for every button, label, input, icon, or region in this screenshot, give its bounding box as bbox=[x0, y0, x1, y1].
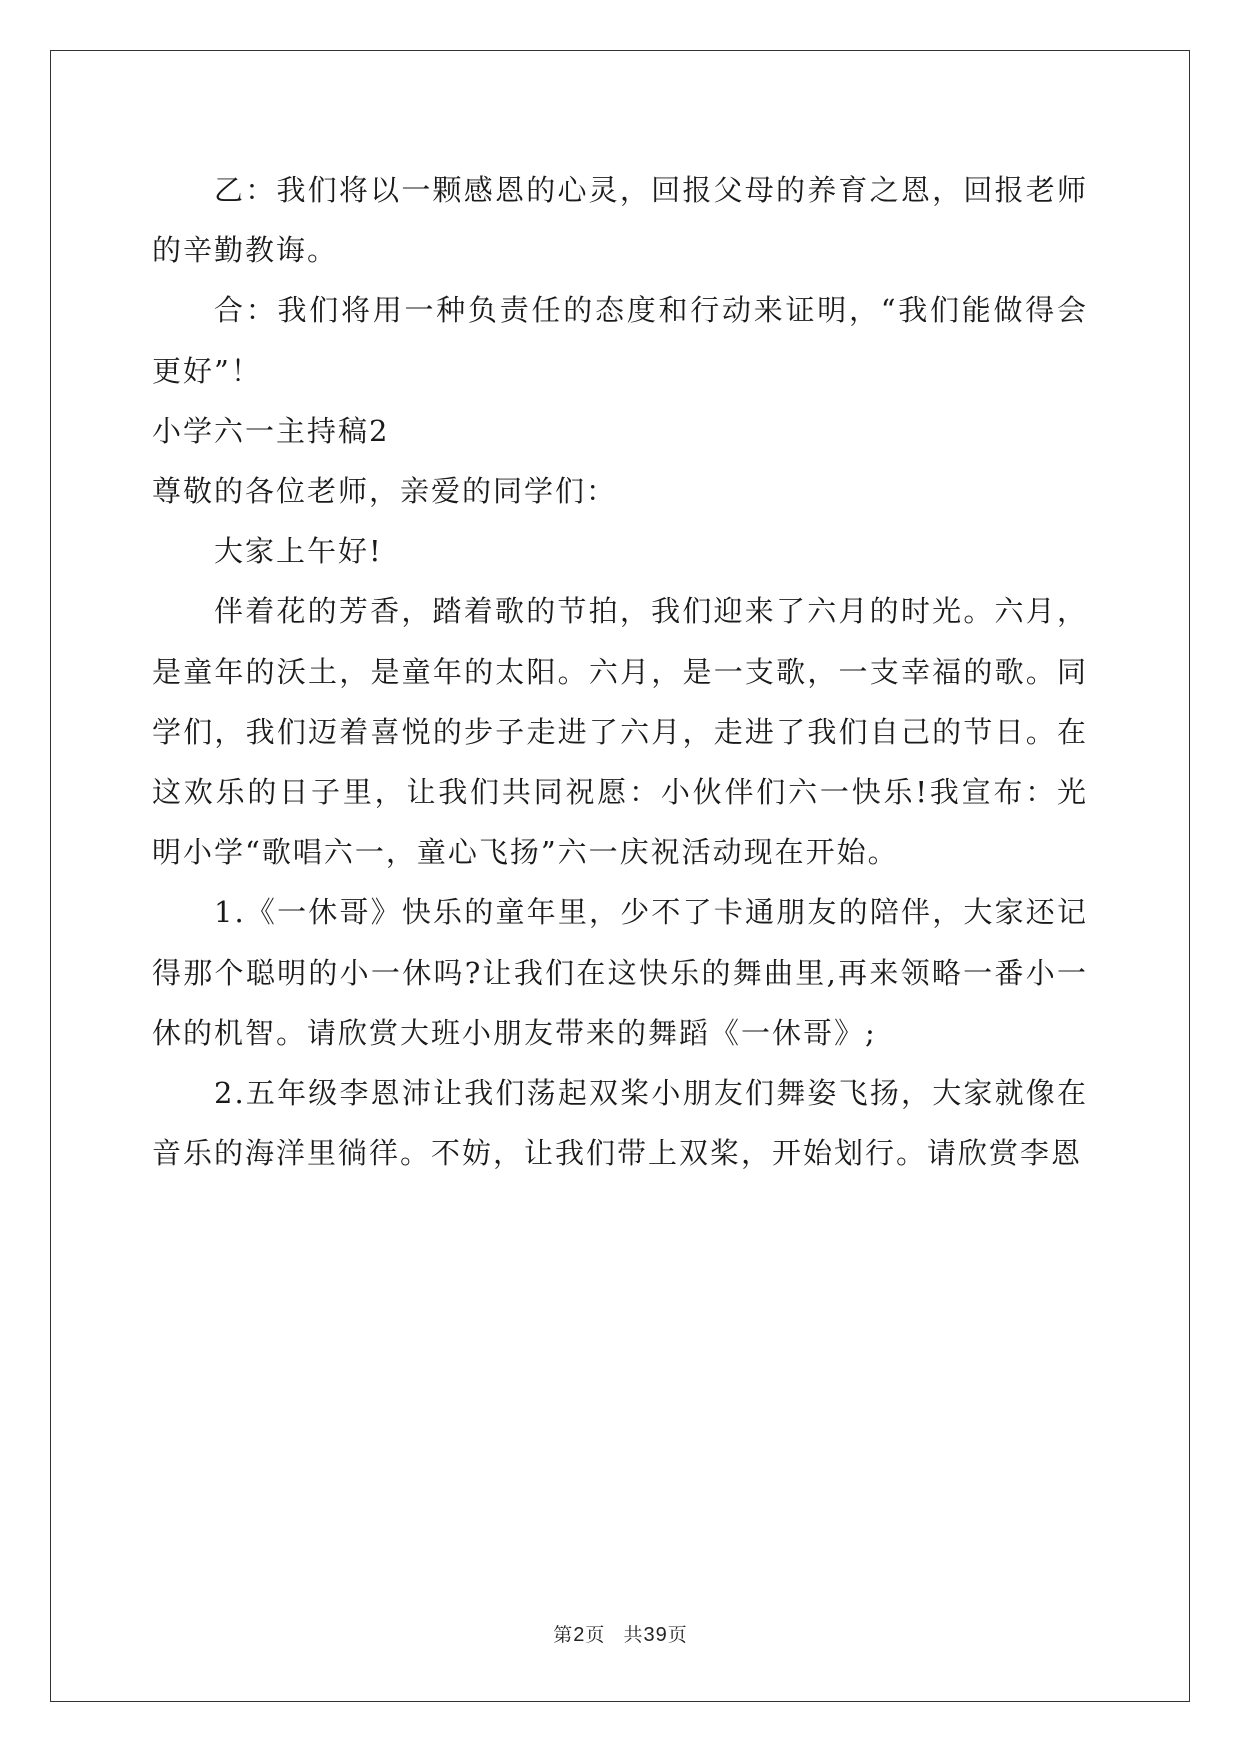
total-suffix: 页 bbox=[667, 1624, 688, 1646]
page-footer bbox=[0, 1620, 1241, 1647]
paragraph-1: 乙：我们将以一颗感恩的心灵，回报父母的养育之恩，回报老师的辛勤教诲。 bbox=[152, 173, 1088, 268]
paragraph-2: 合：我们将用一种负责任的态度和行动来证明，“我们能做得会更好”！ bbox=[152, 293, 1088, 388]
paragraph-item-2: 2.五年级李恩沛让我们荡起双桨小朋友们舞姿飞扬，大家就像在音乐的海洋里徜徉。不妨，让我们带上双桨，开始划行。请欣赏李恩 bbox=[152, 1076, 1088, 1171]
section-title: 小学六一主持稿2 bbox=[152, 413, 390, 448]
total-prefix: 共 bbox=[623, 1624, 644, 1646]
greeting: 大家上午好! bbox=[214, 534, 383, 569]
paragraph-item-1: 1.《一休哥》快乐的童年里，少不了卡通朋友的陪伴，大家还记得那个聪明的小一休吗?让我们在这快乐的舞曲里,再来领略一番小一休的机智。请欣赏大班小朋友带来的舞蹈《一休哥》; bbox=[152, 895, 1088, 1050]
page-number: 2 bbox=[573, 1624, 586, 1646]
paragraph-opening: 伴着花的芳香，踏着歌的节拍，我们迎来了六月的时光。六月，是童年的沃土，是童年的太阳。六月，是一支歌，一支幸福的歌。同学们，我们迈着喜悦的步子走进了六月，走进了我们自己的节日。在这欢乐的日子里，让我们共同祝愿：小伙伴们六一快乐!我宣布：光明小学“歌唱六一，童心飞扬”六一庆祝活动现在开始。 bbox=[152, 594, 1088, 870]
document-body bbox=[152, 160, 1088, 1183]
total-pages: 39 bbox=[643, 1624, 668, 1646]
page-suffix: 页 bbox=[585, 1624, 606, 1646]
salutation: 尊敬的各位老师，亲爱的同学们： bbox=[152, 474, 618, 509]
page-prefix: 第 bbox=[553, 1624, 574, 1646]
